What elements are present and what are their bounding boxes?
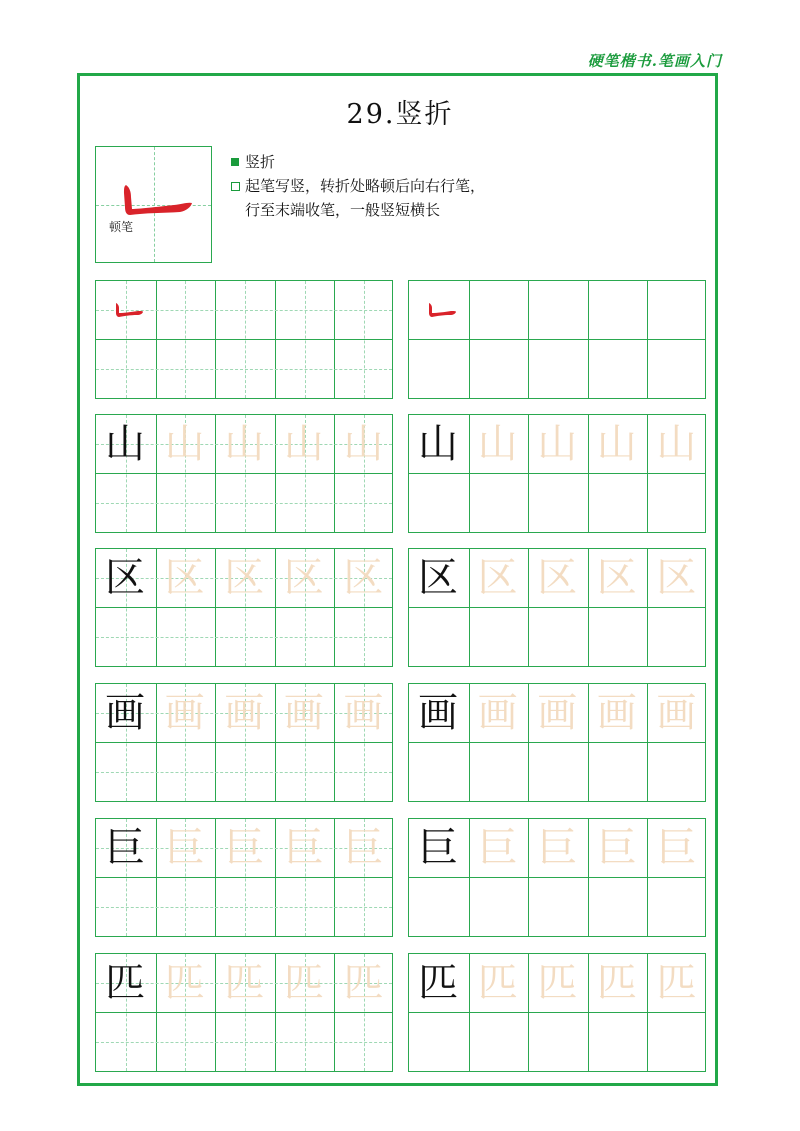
trace-character: 山 (537, 421, 578, 467)
grid-line (409, 1012, 705, 1013)
trace-character: 山 (343, 421, 384, 467)
stroke-description (231, 150, 485, 222)
trace-character: 匹 (224, 960, 265, 1006)
demo-label: 顿笔 (109, 220, 134, 234)
trace-character: 区 (537, 555, 578, 601)
trace-character: 画 (283, 690, 324, 736)
trace-character: 山 (224, 421, 265, 467)
guide-line (185, 281, 186, 398)
vertical-turn-stroke-icon (423, 299, 463, 329)
trace-character: 匹 (537, 960, 578, 1006)
trace-character: 区 (656, 555, 697, 601)
trace-character: 匹 (283, 960, 324, 1006)
stroke-demo-box (95, 146, 212, 263)
stroke-name-row (231, 150, 485, 174)
trace-character: 山 (656, 421, 697, 467)
lesson-title: 29.竖折 (346, 99, 454, 130)
practice-grid (408, 953, 706, 1072)
description-line-2: 行至末端收笔，一般竖短横长 (245, 201, 441, 219)
grid-line (409, 877, 705, 878)
grid-line (96, 607, 392, 608)
trace-character: 区 (343, 555, 384, 601)
trace-character: 山 (596, 421, 637, 467)
trace-character: 画 (596, 690, 637, 736)
grid-line (409, 339, 705, 340)
model-character: 匹 (418, 960, 458, 1006)
description-row (231, 174, 485, 222)
trace-character: 巨 (537, 825, 578, 871)
grid-line (409, 473, 705, 474)
grid-line (96, 742, 392, 743)
trace-character: 山 (164, 421, 205, 467)
trace-character: 巨 (283, 825, 324, 871)
practice-grid (95, 548, 393, 667)
trace-character: 画 (656, 690, 697, 736)
vertical-turn-stroke-icon (96, 147, 213, 264)
filled-square-icon (231, 158, 239, 166)
guide-line (96, 1042, 392, 1043)
trace-character: 区 (596, 555, 637, 601)
grid-line (96, 1012, 392, 1013)
guide-line (245, 281, 246, 398)
trace-character: 区 (283, 555, 324, 601)
practice-grid (95, 280, 393, 399)
trace-character: 匹 (656, 960, 697, 1006)
model-character: 山 (418, 421, 458, 467)
trace-character: 匹 (596, 960, 637, 1006)
trace-character: 匹 (164, 960, 205, 1006)
book-title: 硬笔楷书.笔画入门 (587, 52, 722, 70)
trace-character: 匹 (343, 960, 384, 1006)
model-character: 巨 (105, 825, 145, 871)
practice-grid (95, 683, 393, 802)
grid-line (409, 742, 705, 743)
guide-line (96, 907, 392, 908)
model-character: 匹 (105, 960, 145, 1006)
trace-character: 画 (224, 690, 265, 736)
trace-character: 画 (537, 690, 578, 736)
practice-grid (95, 818, 393, 937)
guide-line (96, 503, 392, 504)
grid-line (96, 473, 392, 474)
model-character: 区 (105, 555, 145, 601)
guide-line (305, 281, 306, 398)
model-character: 山 (105, 421, 145, 467)
practice-grid (95, 953, 393, 1072)
trace-character: 山 (283, 421, 324, 467)
description-line-1: 起笔写竖，转折处略顿后向右行笔， (245, 177, 486, 195)
grid-line (409, 607, 705, 608)
trace-character: 匹 (477, 960, 518, 1006)
guide-line (96, 637, 392, 638)
trace-character: 巨 (596, 825, 637, 871)
practice-grid (408, 280, 706, 399)
trace-character: 区 (477, 555, 518, 601)
practice-grid (408, 818, 706, 937)
practice-grid (408, 414, 706, 533)
trace-character: 画 (164, 690, 205, 736)
model-character: 区 (418, 555, 458, 601)
practice-grid (408, 548, 706, 667)
stroke-name: 竖折 (245, 153, 276, 171)
trace-character: 区 (164, 555, 205, 601)
model-character: 巨 (418, 825, 458, 871)
model-character: 画 (418, 690, 458, 736)
trace-character: 巨 (343, 825, 384, 871)
trace-character: 画 (343, 690, 384, 736)
practice-grid (95, 414, 393, 533)
grid-line (96, 877, 392, 878)
trace-character: 巨 (656, 825, 697, 871)
trace-character: 巨 (164, 825, 205, 871)
practice-grid (408, 683, 706, 802)
grid-line (96, 339, 392, 340)
model-character: 画 (105, 690, 145, 736)
trace-character: 巨 (477, 825, 518, 871)
trace-character: 山 (477, 421, 518, 467)
trace-character: 巨 (224, 825, 265, 871)
guide-line (96, 369, 392, 370)
trace-character: 区 (224, 555, 265, 601)
trace-character: 画 (477, 690, 518, 736)
guide-line (96, 772, 392, 773)
vertical-turn-stroke-icon (110, 299, 150, 329)
guide-line (364, 281, 365, 398)
open-square-icon (231, 182, 240, 191)
